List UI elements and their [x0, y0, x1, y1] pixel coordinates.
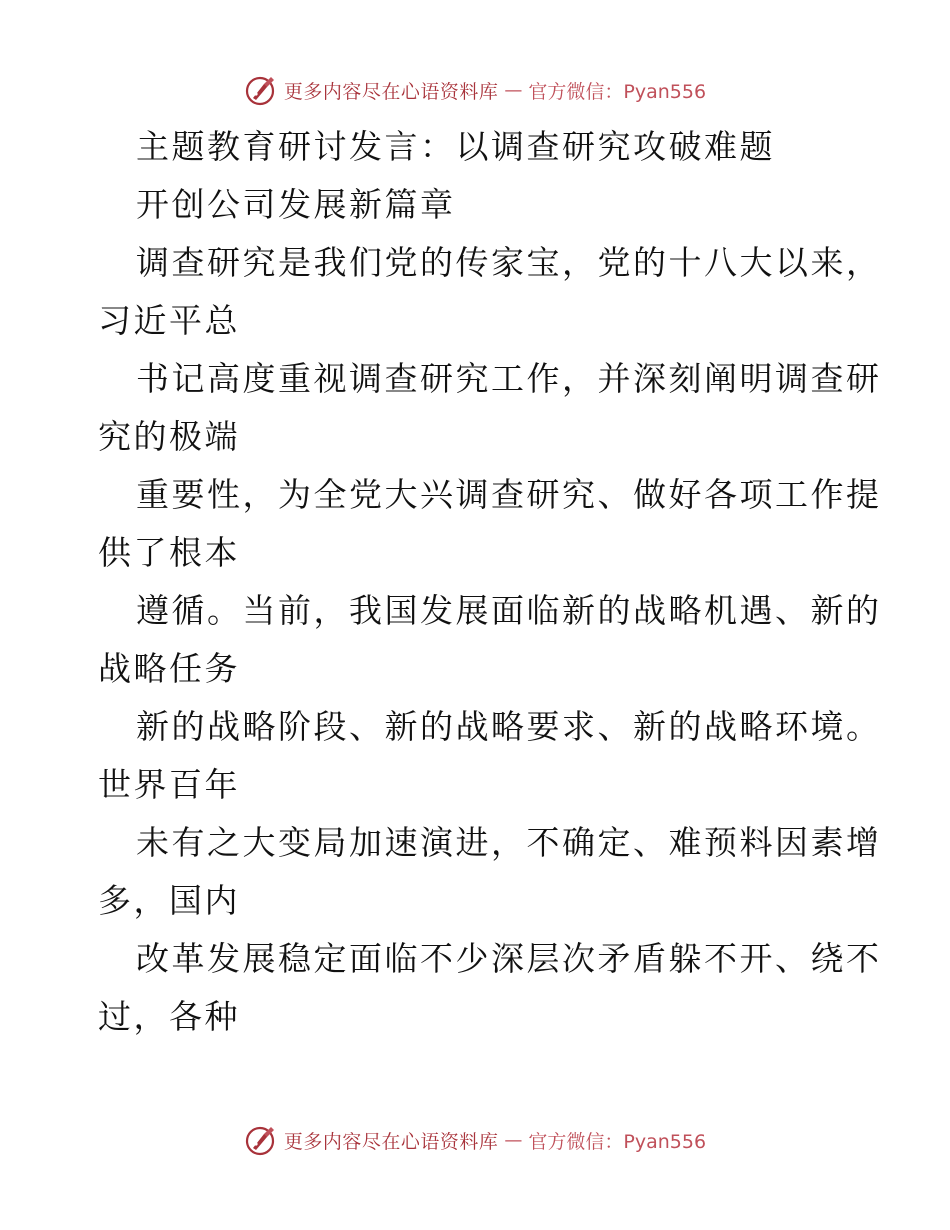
- paragraph-line: 究的极端: [98, 417, 240, 456]
- footer-site-text: 更多内容尽在心语资料库: [283, 1130, 499, 1153]
- paragraph-line: 改革发展稳定面临不少深层次矛盾躲不开、绕不: [136, 939, 882, 978]
- header-separator: —: [504, 79, 523, 101]
- title-line-1: 主题教育研讨发言：以调查研究攻破难题: [136, 127, 775, 166]
- paragraph-line: 书记高度重视调查研究工作，并深刻阐明调查研: [136, 359, 882, 398]
- paragraph-line: 重要性，为全党大兴调查研究、做好各项工作提: [136, 475, 882, 514]
- paragraph-line: 多，国内: [98, 881, 240, 920]
- document-body: [98, 118, 882, 1046]
- pen-nib-logo-icon: [244, 1123, 278, 1157]
- paragraph-line: 战略任务: [98, 649, 240, 688]
- paragraph-line: 供了根本: [98, 533, 240, 572]
- footer-banner: [0, 1120, 950, 1160]
- title-line-2: 开创公司发展新篇章: [136, 185, 456, 224]
- paragraph-line: 调查研究是我们党的传家宝，党的十八大以来，: [136, 243, 882, 282]
- header-banner: [0, 70, 950, 110]
- header-contact-text: 官方微信：Pyan556: [528, 80, 707, 103]
- paragraph-line: 习近平总: [98, 301, 240, 340]
- footer-contact-text: 官方微信：Pyan556: [528, 1130, 707, 1153]
- paragraph-line: 世界百年: [98, 765, 240, 804]
- paragraph-line: 过，各种: [98, 997, 240, 1036]
- footer-separator: —: [504, 1129, 523, 1151]
- paragraph-line: 遵循。当前，我国发展面临新的战略机遇、新的: [136, 591, 882, 630]
- paragraph-line: 新的战略阶段、新的战略要求、新的战略环境。: [136, 707, 882, 746]
- header-site-text: 更多内容尽在心语资料库: [283, 80, 499, 103]
- paragraph-line: 未有之大变局加速演进，不确定、难预料因素增: [136, 823, 882, 862]
- pen-nib-logo-icon: [244, 73, 278, 107]
